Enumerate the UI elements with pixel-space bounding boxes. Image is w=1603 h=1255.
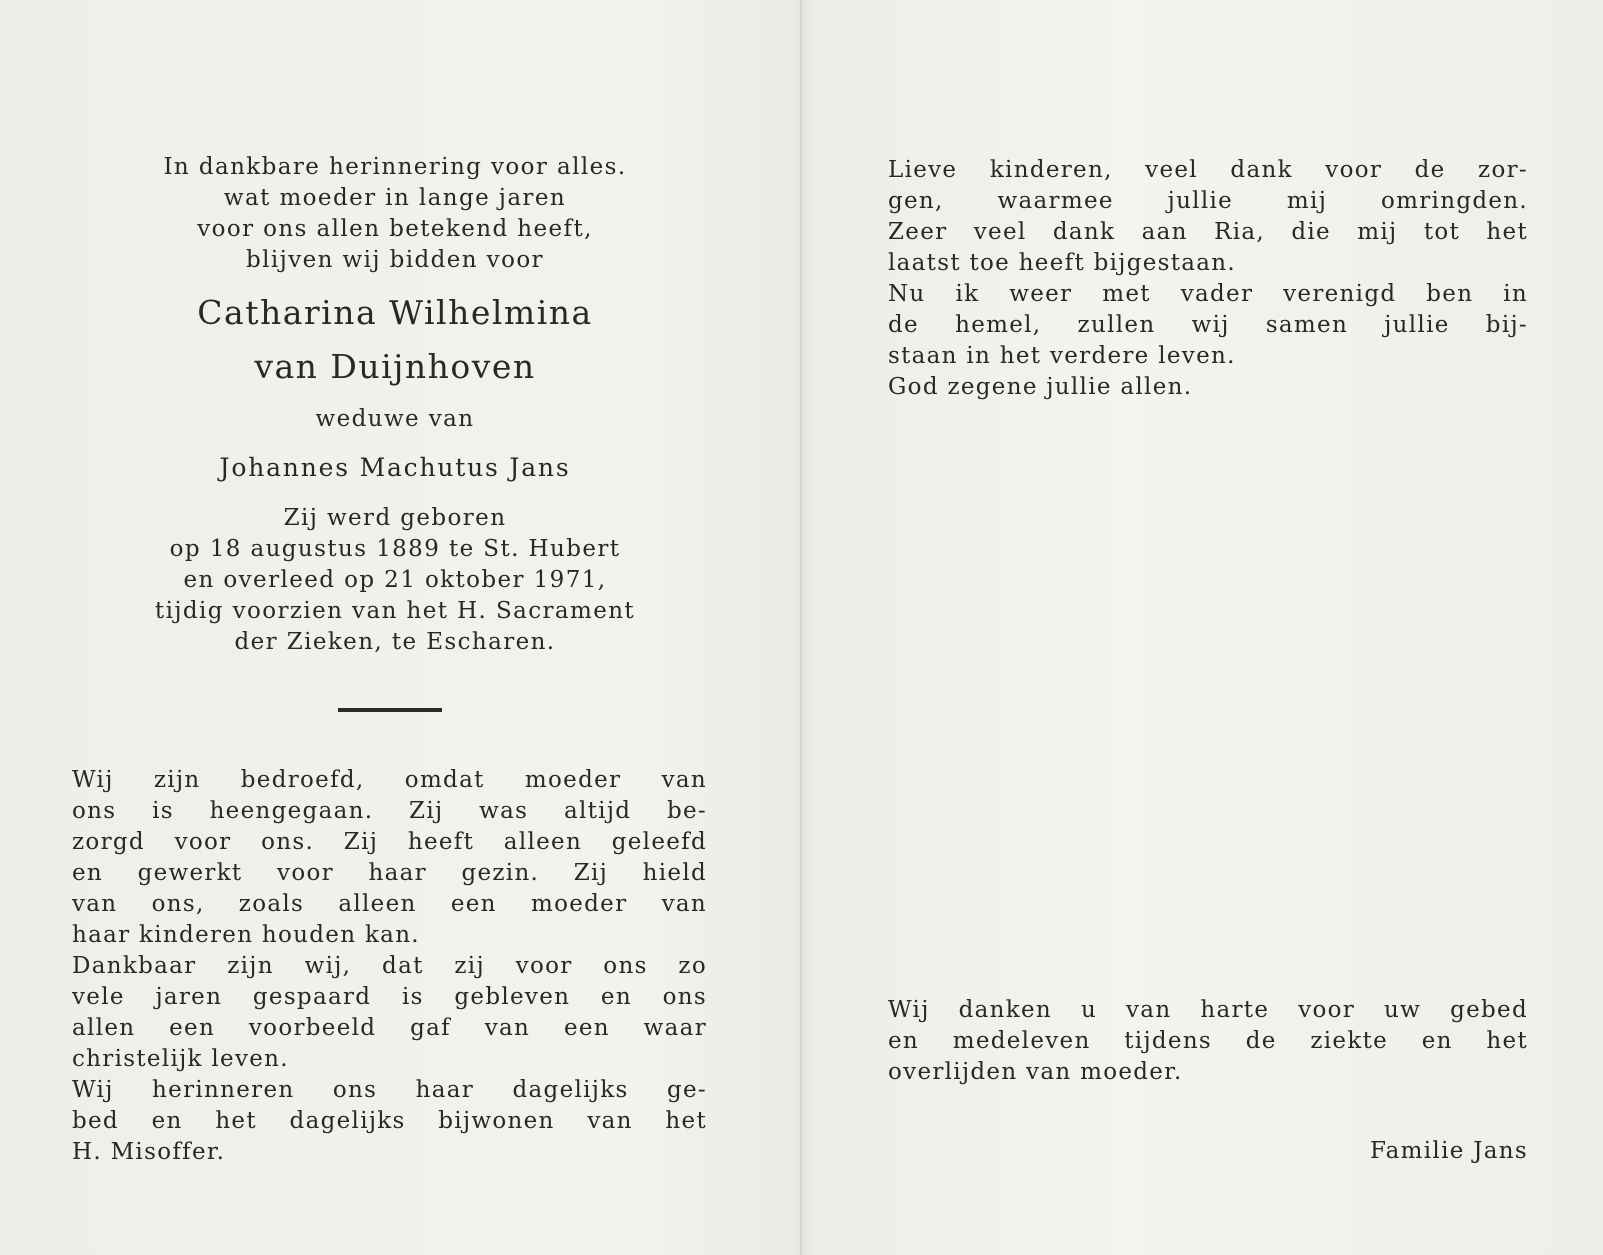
tribute-line: zorgd voor ons. Zij heeft alleen geleefd [72,829,707,855]
birth-death-line: der Zieken, te Escharen. [234,629,556,655]
tribute-text [72,765,707,1168]
deceased-name-line: Catharina Wilhelmina [197,293,593,332]
signature: Familie Jans [1369,1138,1528,1164]
widow-of-label: weduwe van [315,406,475,432]
thanks-text [888,995,1528,1088]
birth-death-line: op 18 augustus 1889 te St. Hubert [169,536,621,562]
tribute-line: christelijk leven. [72,1046,289,1072]
birth-death-line: Zij werd geboren [283,505,507,531]
letter-line: laatst toe heeft bijgestaan. [888,250,1237,276]
tribute-line: van ons, zoals alleen een moeder van [72,891,707,917]
left-panel [0,0,800,1255]
intro-line: voor ons allen betekend heeft, [197,216,593,242]
deceased-name-line: van Duijnhoven [254,347,536,386]
divider [338,708,442,712]
letter-text [888,155,1528,403]
letter-line: gen, waarmee jullie mij omringden. [888,188,1528,214]
right-panel [803,0,1603,1255]
birth-death-line: en overleed op 21 oktober 1971, [183,567,607,593]
letter-line: God zegene jullie allen. [888,374,1193,400]
thanks-line: en medeleven tijdens de ziekte en het [888,1028,1528,1054]
tribute-line: en gewerkt voor haar gezin. Zij hield [72,860,707,886]
letter-line: staan in het verdere leven. [888,343,1236,369]
intro-text [60,152,730,276]
tribute-line: haar kinderen houden kan. [72,922,420,948]
birth-death-line: tijdig voorzien van het H. Sacrament [154,598,636,624]
intro-line: blijven wij bidden voor [246,247,544,273]
tribute-line: Wij zijn bedroefd, omdat moeder van [72,767,707,793]
thanks-line: overlijden van moeder. [888,1059,1183,1085]
intro-line: wat moeder in lange jaren [223,185,567,211]
intro-line: In dankbare herinnering voor alles. [163,154,627,180]
deceased-name [60,286,730,394]
tribute-line: bed en het dagelijks bijwonen van het [72,1108,707,1134]
letter-line: Nu ik weer met vader verenigd ben in [888,281,1528,307]
letter-line: de hemel, zullen wij samen jullie bij- [888,312,1528,338]
letter-line: Zeer veel dank aan Ria, die mij tot het [888,219,1528,245]
tribute-line: vele jaren gespaard is gebleven en ons [72,984,707,1010]
tribute-line: ons is heengegaan. Zij was altijd be- [72,798,707,824]
tribute-line: allen een voorbeeld gaf van een waar [72,1015,707,1041]
thanks-line: Wij danken u van harte voor uw gebed [888,997,1528,1023]
letter-line: Lieve kinderen, veel dank voor de zor- [888,157,1528,183]
tribute-line: H. Misoffer. [72,1139,226,1165]
tribute-line: Wij herinneren ons haar dagelijks ge- [72,1077,707,1103]
husband-name: Johannes Machutus Jans [219,453,571,482]
birth-death-text [60,503,730,658]
tribute-line: Dankbaar zijn wij, dat zij voor ons zo [72,953,707,979]
